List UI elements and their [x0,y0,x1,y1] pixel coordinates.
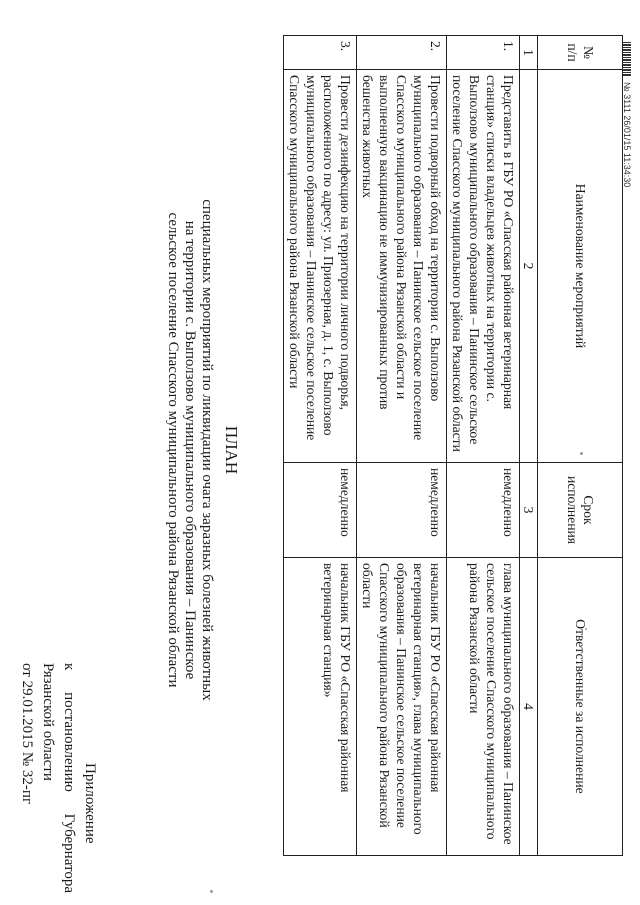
row-responsible: глава муниципального образования – Панинское сельское поселение Спасского муниципального района Рязанской области [447,558,520,856]
header-no: № п/п [538,36,623,70]
table-header-row [538,36,623,856]
header-term: Срок исполнения [538,463,623,558]
column-number-row [520,36,538,856]
approval-title: Приложение [82,763,98,844]
document-subtitle-line: специальных мероприятий по ликвидации очага заразных болезней животных [199,199,215,701]
approval-decree: от 29.01.2015 № 32-пг [19,663,35,805]
barcode-icon [623,42,631,76]
column-number: 2 [520,70,538,463]
document-subtitle-line: сельское поселение Спасского муниципального района Рязанской области [165,212,181,688]
approval-block [16,663,100,893]
approval-region: Рязанской области [40,663,56,781]
table-row [357,36,447,856]
header-name: Наименование мероприятий [538,70,623,463]
document-subtitle-line: на территории с. Выползово муниципального образования – Панинское [182,220,198,680]
column-number: 4 [520,558,538,856]
document-title-block [164,130,240,770]
row-measure: Провести дезинфекцию на территории личного подворья, расположенного по адресу: ул. Приозерная, д. 1, с. Выползово муниципального образования – Панинское сельское поселение Спасского муниципального района Рязанской области [284,70,357,463]
row-measure: Представить в ГБУ РО «Спасская районная ветеринарная станция» списки владельцев животных на территории с. Выползово муниципального образования – Панинское сельское поселение Спасского муниципального района Рязанской области [447,70,520,463]
approval-role: Губернатора [61,813,77,893]
header-responsible: Ответственные за исполнение [538,558,623,856]
row-term: немедленно [447,463,520,558]
row-term: немедленно [284,463,357,558]
row-term: немедленно [357,463,447,558]
approval-line [58,663,79,893]
row-measure: Провести подворный обход на территории с. Выползово муниципального образования – Панинское сельское поселение Спасского муниципального района Рязанской области и выполненную вакцинацию не иммунизированных против бешенства животных [357,70,447,463]
measures-table [283,35,623,856]
row-responsible: начальник ГБУ РО «Спасская районная ветеринарная станция», глава муниципального образования – Панинское сельское поселение Спасского муниципального района Рязанской области [357,558,447,856]
document-title: ПЛАН [222,425,241,475]
approval-word: постановлению [61,692,77,792]
registration-stamp [622,42,632,187]
row-number: 1. [447,36,520,70]
table-row [284,36,357,856]
row-number: 2. [357,36,447,70]
row-number: 3. [284,36,357,70]
column-number: 3 [520,463,538,558]
approval-prefix: к [61,663,77,671]
table-row [447,36,520,856]
column-number: 1 [520,36,538,70]
row-responsible: начальник ГБУ РО «Спасская районная ветеринарная станция» [284,558,357,856]
registration-stamp-text: № 3111 26/01/15 11:34:30 [622,82,632,188]
